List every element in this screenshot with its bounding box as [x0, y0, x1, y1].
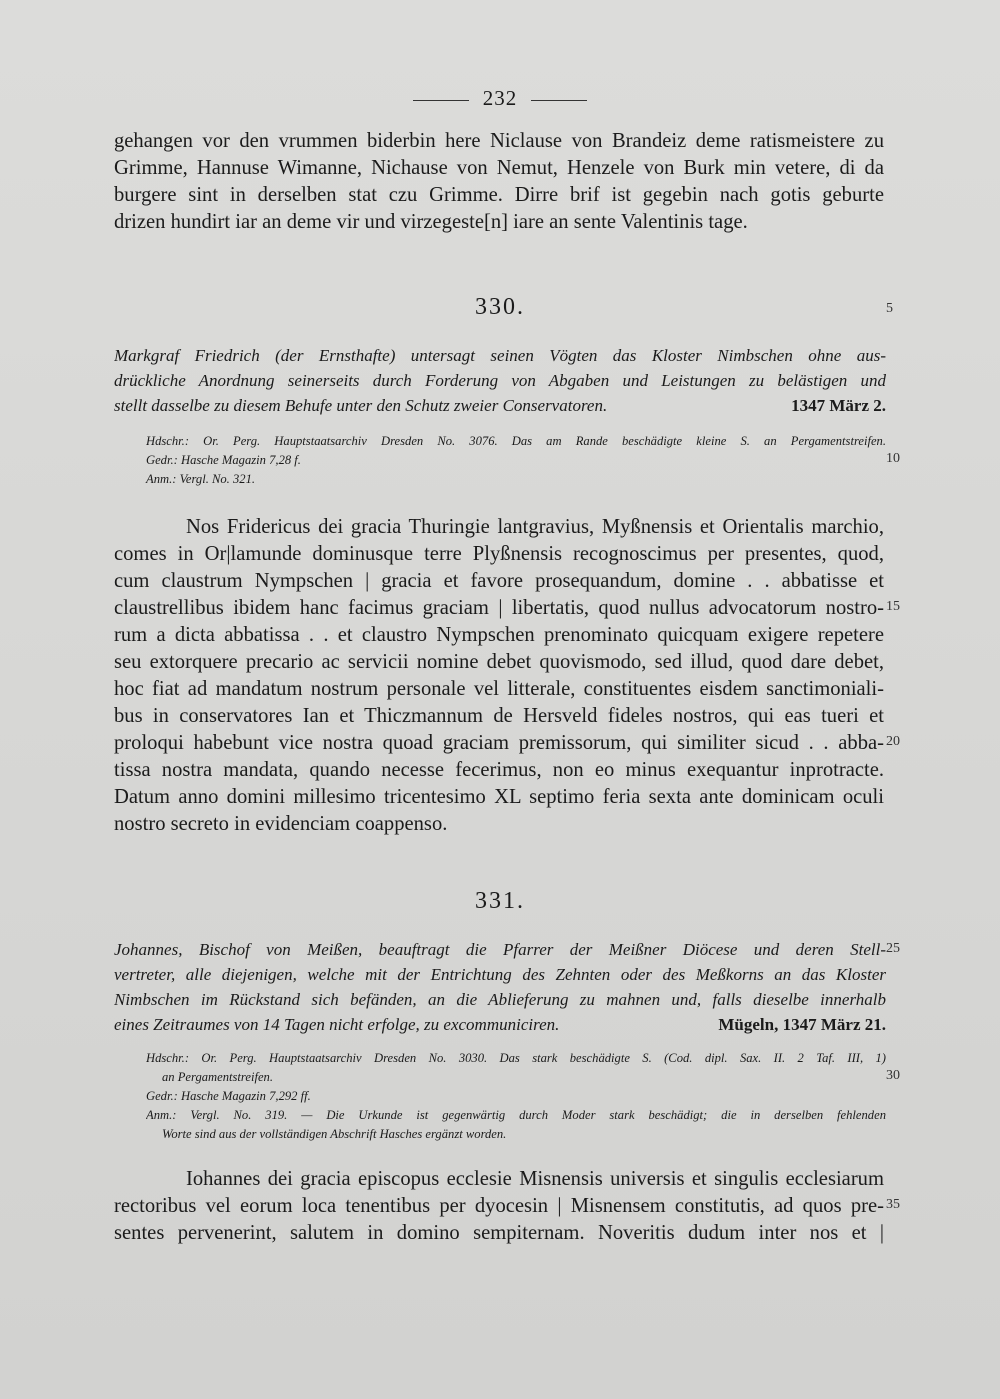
text-line: burgere sint in derselben stat czu Grimme. Dirre brif ist gegebin nach gotis geburte: [114, 184, 884, 206]
margin-line-number: 5: [886, 301, 893, 316]
text-line: Grimme, Hannuse Wimanne, Nichause von Nemut, Henzele von Burk min vetere, di da: [114, 157, 884, 179]
margin-line-number: 30: [886, 1068, 900, 1083]
regest-text: stellt dasselbe zu diesem Behufe unter den Schutz zweier Conservatoren.: [114, 396, 608, 415]
source-note-continuation: an Pergamentstreifen.: [162, 1070, 273, 1084]
remark-note-continuation: Worte sind aus der vollständigen Abschrift Hasches ergänzt worden.: [162, 1127, 507, 1141]
header-rule-right: [531, 100, 587, 101]
text-line: claustrellibus ibidem hanc facimus graciam | libertatis, quod nullus advocatorum nostro-: [114, 597, 884, 619]
text-line: nostro secreto in evidenciam coappenso.: [114, 813, 448, 835]
header-rule-left: [413, 100, 469, 101]
document-number: 331.: [475, 888, 525, 914]
text-line: cum claustrum Nympschen | gracia et favore prosequandum, domine . . abbatisse et: [114, 570, 884, 592]
margin-line-number: 35: [886, 1197, 900, 1212]
text-line: sentes pervenerint, salutem in domino sempiternam. Noveritis dudum inter nos et |: [114, 1222, 884, 1244]
text-line: rectoribus vel eorum loca tenentibus per dyocesin | Misnensem constitutis, ad quos pre-: [114, 1195, 884, 1217]
remark-note: Anm.: Vergl. No. 321.: [146, 472, 256, 486]
regest-line: Johannes, Bischof von Meißen, beauftragt die Pfarrer der Meißner Diöcese und deren Stell-: [114, 940, 886, 959]
regest-line: Markgraf Friedrich (der Ernsthafte) untersagt seinen Vögten das Kloster Nimbschen ohne aus-: [114, 346, 886, 365]
document-date: 1347 März 2.: [791, 396, 886, 415]
source-note: Hdschr.: Or. Perg. Hauptstaatsarchiv Dresden No. 3030. Das stark beschädigte S. (Cod. dipl. Sax. II. 2 Taf. III, 1): [146, 1051, 886, 1065]
document-date: Mügeln, 1347 März 21.: [718, 1015, 886, 1034]
text-line: bus in conservatores Ian et Thiczmannum de Hersveld fideles nostros, qui eas tueri et: [114, 705, 884, 727]
margin-line-number: 15: [886, 599, 900, 614]
text-line: Iohannes dei gracia episcopus ecclesie Misnensis universis et singulis ecclesiarum: [186, 1168, 884, 1190]
text-line: seu extorquere precario ac servicii nomine debet quovismodo, sed illud, quod dare debet,: [114, 651, 884, 673]
source-note: Hdschr.: Or. Perg. Hauptstaatsarchiv Dresden No. 3076. Das am Rande beschädigte kleine S. an Pergamentstreifen.: [146, 434, 886, 448]
document-number: 330.: [475, 294, 525, 320]
text-line: gehangen vor den vrummen biderbin here Niclause von Brandeiz deme ratismeistere zu: [114, 130, 884, 152]
text-line: proloqui habebunt vice nostra quoad graciam premissorum, qui similiter sicud . . abba-: [114, 732, 884, 754]
text-line: rum a dicta abbatissa . . et claustro Nympschen prenominato quicquam exigere repetere: [114, 624, 884, 646]
margin-line-number: 20: [886, 734, 900, 749]
regest-line: drückliche Anordnung seinerseits durch Forderung von Abgaben und Leistungen zu belästigen und: [114, 371, 886, 390]
text-line: tissa nostra mandata, quando necesse fecerimus, non eo minus exequantur inprotracte.: [114, 759, 884, 781]
print-note: Gedr.: Hasche Magazin 7,28 f.: [146, 453, 301, 467]
regest-line: vertreter, alle diejenigen, welche mit der Entrichtung des Zehnten oder des Meßkorns an das Kloster: [114, 965, 886, 984]
regest-line: [114, 1012, 886, 1038]
margin-line-number: 10: [886, 451, 900, 466]
print-note: Gedr.: Hasche Magazin 7,292 ff.: [146, 1089, 311, 1103]
text-line: comes in Or|lamunde dominusque terre Plyßnensis recognoscimus per presentes, quod,: [114, 543, 884, 565]
regest-line: Nimbschen im Rückstand sich befänden, an die Ablieferung zu mahnen und, falls dieselbe innerhalb: [114, 990, 886, 1009]
regest-text: eines Zeitraumes von 14 Tagen nicht erfolge, zu excommuniciren.: [114, 1015, 560, 1034]
page-number: 232: [482, 86, 518, 110]
text-line: drizen hundirt iar an deme vir und virzegeste[n] iare an sente Valentinis tage.: [114, 211, 748, 233]
text-line: Datum anno domini millesimo tricentesimo XL septimo feria sexta ante dominicam oculi: [114, 786, 884, 808]
text-line: Nos Fridericus dei gracia Thuringie lantgravius, Myßnensis et Orientalis marchio,: [186, 516, 884, 538]
page-header: [0, 86, 1000, 111]
remark-note: Anm.: Vergl. No. 319. — Die Urkunde ist gegenwärtig durch Moder stark beschädigt; die in derselben fehlenden: [146, 1108, 886, 1122]
text-line: hoc fiat ad mandatum nostrum personale vel litterale, constituentes eisdem sanctimoniali-: [114, 678, 884, 700]
margin-line-number: 25: [886, 941, 900, 956]
regest-line: [114, 393, 886, 419]
